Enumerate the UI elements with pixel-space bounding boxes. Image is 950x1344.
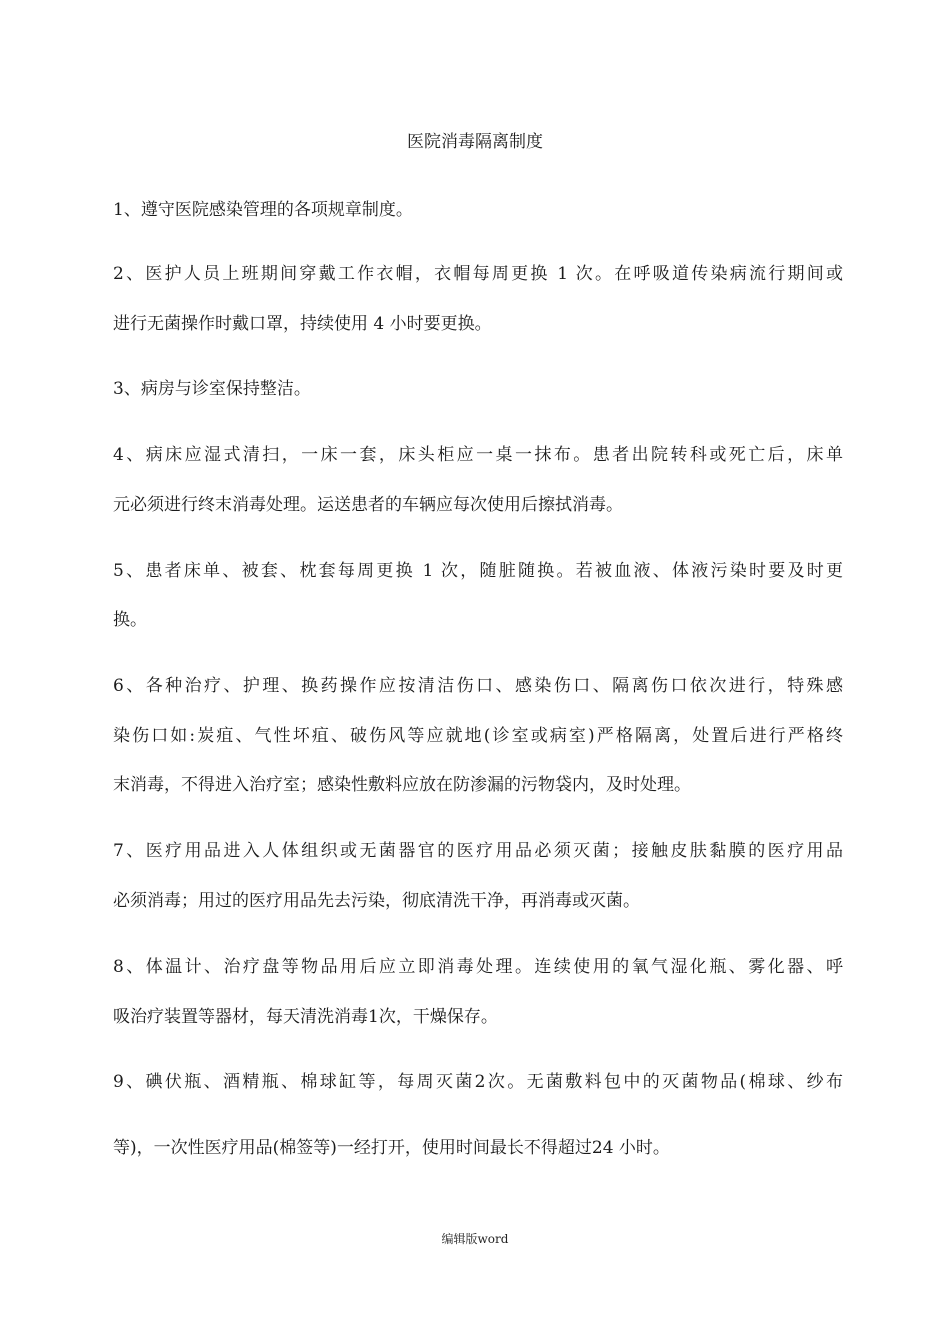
paragraph-7-line-1: 7、医疗用品进入人体组织或无菌器官的医疗用品必须灭菌；接触皮肤黏膜的医疗用品 xyxy=(113,841,843,861)
paragraph-5-line-1: 5、患者床单、被套、枕套每周更换 1 次，随脏随换。若被血液、体液污染时要及时更 xyxy=(113,561,843,581)
paragraph-1-line-1: 1、遵守医院感染管理的各项规章制度。 xyxy=(113,200,413,220)
paragraph-2-line-1: 2、医护人员上班期间穿戴工作衣帽，衣帽每周更换 1 次。在呼吸道传染病流行期间或 xyxy=(113,264,843,284)
paragraph-4-line-1: 4、病床应湿式清扫，一床一套，床头柜应一桌一抹布。患者出院转科或死亡后，床单 xyxy=(113,445,843,465)
paragraph-8-line-2: 吸治疗装置等器材，每天清洗消毒1次，干燥保存。 xyxy=(113,1007,498,1027)
paragraph-3-line-1: 3、病房与诊室保持整洁。 xyxy=(113,379,311,399)
document-title: 医院消毒隔离制度 xyxy=(407,132,543,152)
paragraph-8-line-1: 8、体温计、治疗盘等物品用后应立即消毒处理。连续使用的氧气湿化瓶、雾化器、呼 xyxy=(113,957,843,977)
paragraph-6-line-2: 染伤口如:炭疽、气性坏疽、破伤风等应就地(诊室或病室)严格隔离，处置后进行严格终 xyxy=(113,726,843,746)
paragraph-2-line-2: 进行无菌操作时戴口罩，持续使用 4 小时要更换。 xyxy=(113,314,492,334)
page-footer: 编辑版word xyxy=(441,1232,509,1246)
paragraph-9-line-2: 等)，一次性医疗用品(棉签等)一经打开，使用时间最长不得超过24 小时。 xyxy=(113,1138,670,1158)
paragraph-6-line-3: 末消毒，不得进入治疗室；感染性敷料应放在防渗漏的污物袋内，及时处理。 xyxy=(113,775,691,795)
paragraph-9-line-1: 9、碘伏瓶、酒精瓶、棉球缸等，每周灭菌2次。无菌敷料包中的灭菌物品(棉球、纱布 xyxy=(113,1072,843,1092)
paragraph-7-line-2: 必须消毒；用过的医疗用品先去污染，彻底清洗干净，再消毒或灭菌。 xyxy=(113,891,640,911)
paragraph-4-line-2: 元必须进行终末消毒处理。运送患者的车辆应每次使用后擦拭消毒。 xyxy=(113,495,623,515)
paragraph-6-line-1: 6、各种治疗、护理、换药操作应按清洁伤口、感染伤口、隔离伤口依次进行，特殊感 xyxy=(113,676,843,696)
paragraph-5-line-2: 换。 xyxy=(113,610,147,630)
